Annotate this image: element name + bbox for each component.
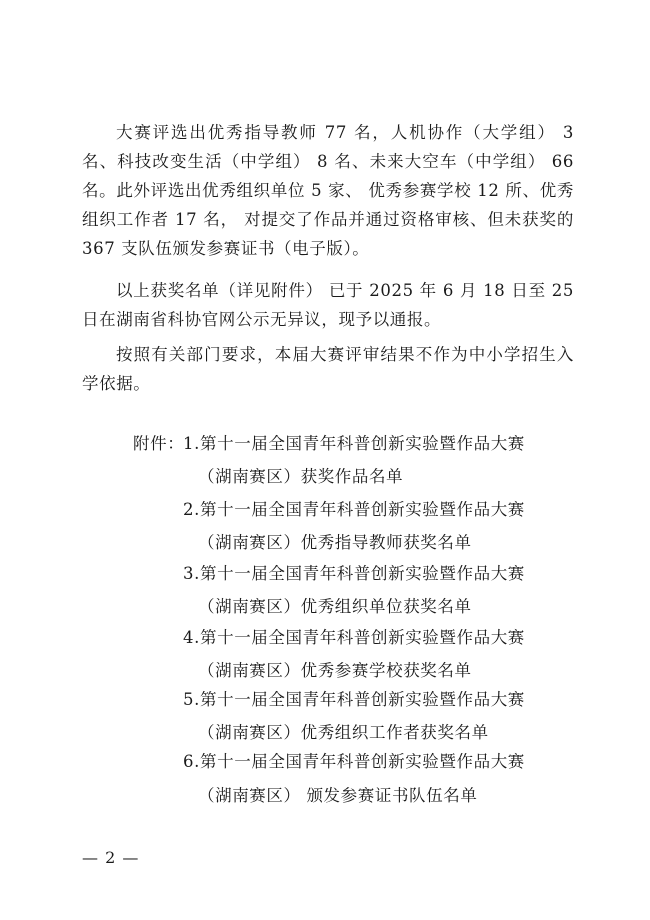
attachment-title-line2: （湖南赛区）获奖作品名单 [198, 467, 404, 486]
attachment-number: 3. [183, 564, 200, 583]
attachment-number: 6. [183, 752, 200, 771]
attachment-number: 5. [183, 690, 200, 709]
attachment-title-line2: （湖南赛区） 颁发参赛证书队伍名单 [198, 786, 478, 805]
attachment-title-line1: 第十一届全国青年科普创新实验暨作品大赛 [200, 628, 525, 647]
attachment-title-line1: 第十一届全国青年科普创新实验暨作品大赛 [200, 564, 525, 583]
page-number: — 2 — [82, 848, 140, 867]
attachment-number: 2. [183, 500, 200, 519]
attachment-title-line1: 第十一届全国青年科普创新实验暨作品大赛 [200, 752, 525, 771]
attachment-title-line1: 第十一届全国青年科普创新实验暨作品大赛 [200, 690, 525, 709]
paragraph-award-summary: 大赛评选出优秀指导教师 77 名，人机协作（大学组） 3 名、科技改变生活（中学组） 8 名、未来大空车（中学组） 66 名。此外评选出优秀组织单位 5 家、 优秀参赛学校 12 所、优秀组织工作者 17 名， 对提交了作品并通过资格审核、但未获奖的 367 支队伍颁发参赛证书（电子版）。 [82, 123, 574, 258]
attachment-title-line2: （湖南赛区）优秀组织工作者获奖名单 [198, 723, 489, 742]
attachment-title-line1: 第十一届全国青年科普创新实验暨作品大赛 [200, 434, 525, 453]
paragraph-publicity-notice: 以上获奖名单（详见附件） 已于 2025 年 6 月 18 日至 25 日在湖南省科协官网公示无异议，现予以通报。 [82, 281, 574, 329]
attachment-number: 1. [183, 434, 200, 453]
attachment-title-line2: （湖南赛区）优秀指导教师获奖名单 [198, 533, 472, 552]
paragraph-admission-note: 按照有关部门要求，本届大赛评审结果不作为中小学招生入学依据。 [82, 345, 574, 393]
attachment-title-line2: （湖南赛区）优秀参赛学校获奖名单 [198, 661, 472, 680]
attachment-title-line1: 第十一届全国青年科普创新实验暨作品大赛 [200, 500, 525, 519]
attachments-label: 附件： [133, 434, 185, 453]
attachment-title-line2: （湖南赛区）优秀组织单位获奖名单 [198, 597, 472, 616]
attachment-number: 4. [183, 628, 200, 647]
